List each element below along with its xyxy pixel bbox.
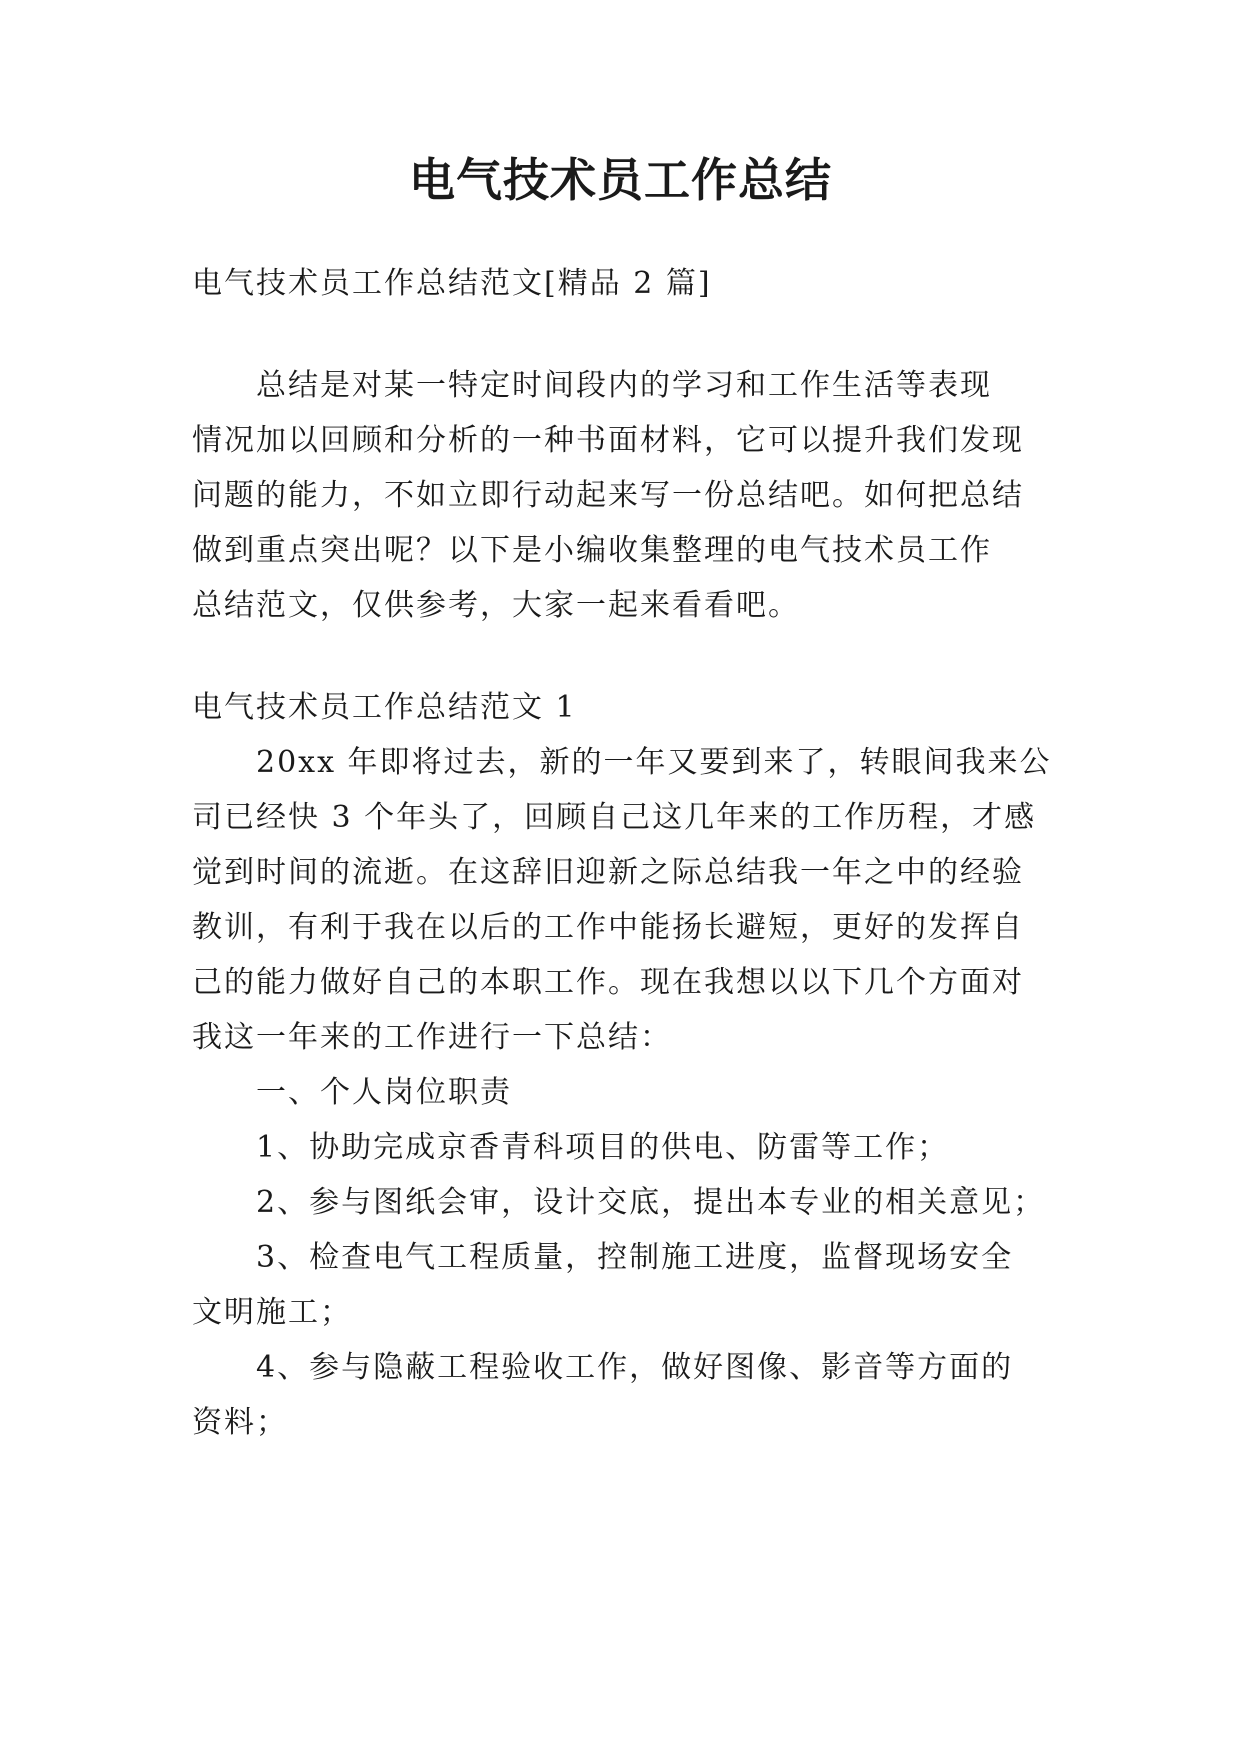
list-item: 4、参与隐蔽工程验收工作，做好图像、影音等方面的 — [256, 1350, 1014, 1385]
list-item-continuation: 文明施工； — [192, 1295, 352, 1330]
intro-line: 总结是对某一特定时间段内的学习和工作生活等表现 — [256, 368, 992, 403]
intro-line: 总结范文，仅供参考，大家一起来看看吧。 — [192, 588, 800, 623]
paragraph-line: 我这一年来的工作进行一下总结： — [192, 1020, 672, 1055]
paragraph-line: 己的能力做好自己的本职工作。现在我想以以下几个方面对 — [192, 965, 1024, 1000]
list-item-continuation: 资料； — [192, 1405, 288, 1440]
list-heading: 一、个人岗位职责 — [256, 1075, 512, 1110]
list-item: 1、协助完成京香青科项目的供电、防雷等工作； — [256, 1130, 950, 1165]
intro-line: 问题的能力，不如立即行动起来写一份总结吧。如何把总结 — [192, 478, 1024, 513]
paragraph-line: 司已经快 3 个年头了，回顾自己这几年来的工作历程，才感 — [192, 800, 1037, 835]
list-item: 3、检查电气工程质量，控制施工进度，监督现场安全 — [256, 1240, 1014, 1275]
paragraph-line: 20xx 年即将过去，新的一年又要到来了，转眼间我来公 — [256, 745, 1052, 780]
list-item: 2、参与图纸会审，设计交底，提出本专业的相关意见； — [256, 1185, 1046, 1220]
intro-line: 情况加以回顾和分析的一种书面材料，它可以提升我们发现 — [192, 423, 1024, 458]
intro-line: 做到重点突出呢？以下是小编收集整理的电气技术员工作 — [192, 533, 992, 568]
section-heading: 电气技术员工作总结范文 1 — [192, 690, 577, 725]
paragraph-line: 教训，有利于我在以后的工作中能扬长避短，更好的发挥自 — [192, 910, 1024, 945]
document-subtitle: 电气技术员工作总结范文[精品 2 篇] — [192, 266, 712, 301]
document-title: 电气技术员工作总结 — [409, 153, 832, 207]
paragraph-line: 觉到时间的流逝。在这辞旧迎新之际总结我一年之中的经验 — [192, 855, 1024, 890]
